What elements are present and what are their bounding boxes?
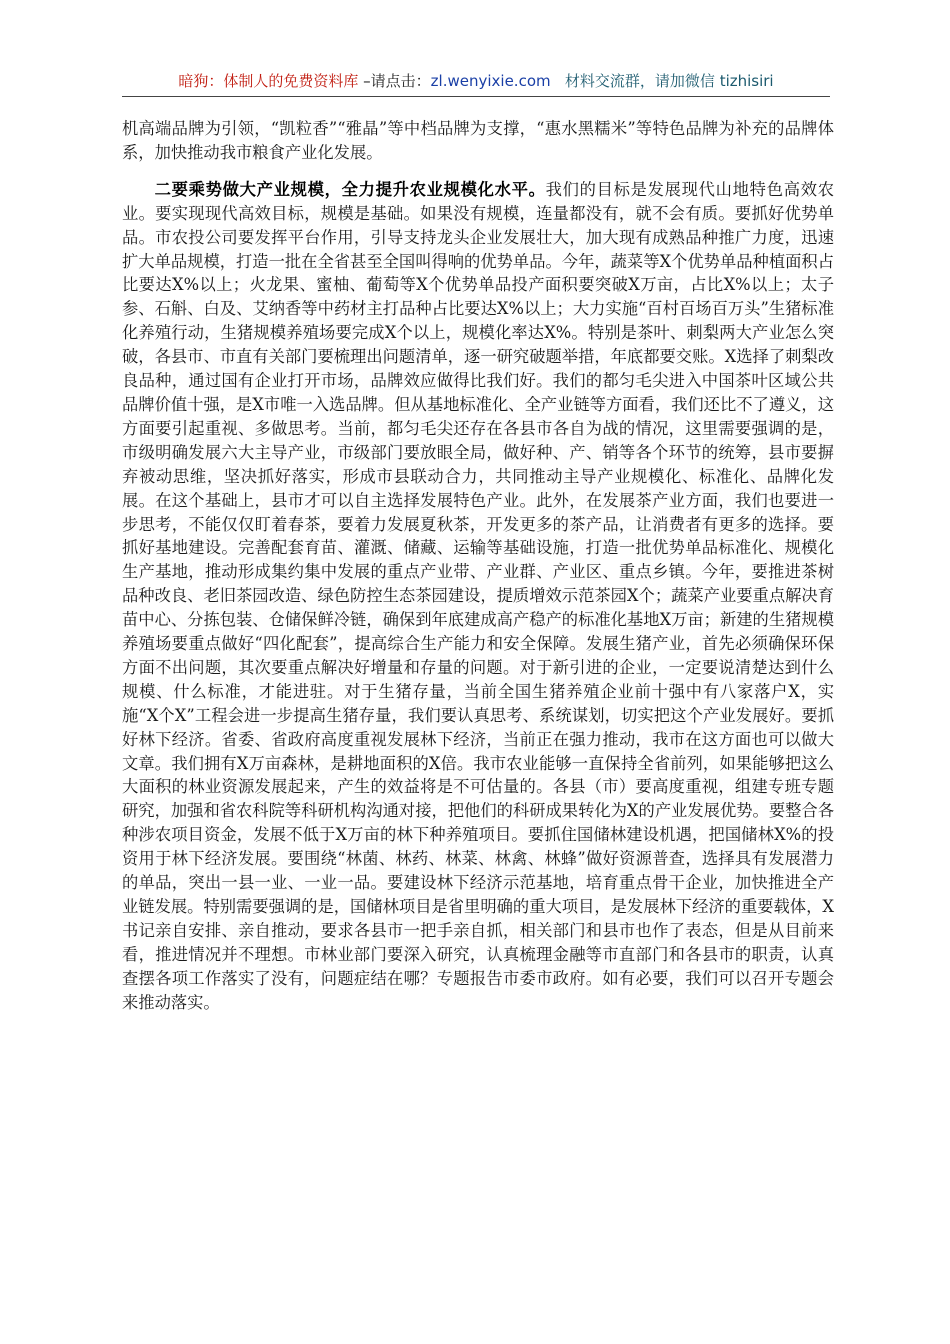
header-url-link[interactable]: zl.wenyixie.com <box>430 72 551 90</box>
header-brand: 暗狗：体制人的免费资料库 <box>178 72 359 90</box>
paragraph-heading: 二要乘势做大产业规模，全力提升农业规模化水平。 <box>154 179 546 199</box>
paragraph <box>122 178 834 1015</box>
page-header <box>122 69 830 93</box>
paragraph: 机高端品牌为引领，“凯粒香”“雅晶”等中档品牌为支撑，“惠水黑糯米”等特色品牌为补充的品牌体系，加快推动我市粮食产业化发展。 <box>122 119 834 162</box>
header-divider <box>122 96 830 97</box>
header-separator: –请点击： <box>358 72 431 90</box>
header-contact: 材料交流群，请加微信 tizhisiri <box>564 72 774 90</box>
paragraph-body: 我们的目标是发展现代山地特色高效农业。要实现现代高效目标，规模是基础。如果没有规模，连量都没有，就不会有质。要抓好优势单品。市农投公司要发挥平台作用，引导支持龙头企业发展壮大，加大现有成熟品种推广力度，迅速扩大单品规模，打造一批在全省甚至全国叫得响的优势单品。今年，蔬菜等X个优势单品种植面积占比要达X%以上；火龙果、蜜柚、葡萄等X个优势单品投产面积要突破X万亩，占比X%以上；太子参、石斛、白及、艾纳香等中药材主打品种占比要达X%以上；大力实施“百村百场百万头”生猪标准化养殖行动，生猪规模养殖场要完成X个以上，规模化率达X%。特别是茶叶、刺梨两大产业怎么突破，各县市、市直有关部门要梳理出问题清单，逐一研究破题举措，年底都要交账。X选择了刺梨改良品种，通过国有企业打开市场，品牌效应做得比我们好。我们的都匀毛尖进入中国茶叶区域公共品牌价值十强，是X市唯一入选品牌。但从基地标准化、全产业链等方面看，我们还比不了遵义，这方面要引起重视、多做思考。当前，都匀毛尖还存在各县市各自为战的情况，这里需要强调的是，市级明确发展六大主导产业，市级部门要放眼全局，做好种、产、销等各个环节的统筹，县市要摒弃被动思维，坚决抓好落实，形成市县联动合力，共同推动主导产业规模化、标准化、品牌化发展。在这个基础上，县市才可以自主选择发展特色产业。此外，在发展茶产业方面，我们也要进一步思考，不能仅仅盯着春茶，要着力发展夏秋茶，开发更多的茶产品，让消费者有更多的选择。要抓好基地建设。完善配套育苗、灌溉、储藏、运输等基础设施，打造一批优势单品标准化、规模化生产基地，推动形成集约集中发展的重点产业带、产业群、产业区、重点乡镇。今年，要推进茶树品种改良、老旧茶园改造、绿色防控生态茶园建设，提质增效示范茶园X个；蔬菜产业要重点解决育苗中心、分拣包装、仓储保鲜冷链，确保到年底建成高产稳产的标准化基地X万亩；新建的生猪规模养殖场要重点做好“四化配套”，提高综合生产能力和安全保障。发展生猪产业，首先必须确保环保方面不出问题，其次要重点解决好增量和存量的问题。对于新引进的企业，一定要说清楚达到什么规模、什么标准，才能进驻。对于生猪存量，当前全国生猪养殖企业前十强中有八家落户X，实施“X个X”工程会进一步提高生猪存量，我们要认真思考、系统谋划，切实把这个产业发展好。要抓好林下经济。省委、省政府高度重视发展林下经济，当前正在强力推动，我市在这方面也可以做大文章。我们拥有X万亩森林，是耕地面积的X倍。我市农业能够一直保持全省前列，如果能够把这么大面积的林业资源发展起来，产生的效益将是不可估量的。各县（市）要高度重视，组建专班专题研究，加强和省农科院等科研机构沟通对接，把他们的科研成果转化为X的产业发展优势。要整合各种涉农项目资金，发展不低于X万亩的林下种养殖项目。要抓住国储林建设机遇，把国储林X%的投资用于林下经济发展。要围绕“林菌、林药、林菜、林禽、林蜂”做好资源普查，选择具有发展潜力的单品，突出一县一业、一业一品。要建设林下经济示范基地，培育重点骨干企业，加快推进全产业链发展。特别需要强调的是，国储林项目是省里明确的重大项目，是发展林下经济的重要载体，X书记亲自安排、亲自推动，要求各县市一把手亲自抓，相关部门和县市也作了表态，但是从目前来看，推进情况并不理想。市林业部门要深入研究，认真梳理金融等市直部门和各县市的职责，认真查摆各项工作落实了没有，问题症结在哪？专题报告市委市政府。如有必要，我们可以召开专题会来推动落实。 <box>122 179 834 1012</box>
document-body <box>122 117 834 1015</box>
